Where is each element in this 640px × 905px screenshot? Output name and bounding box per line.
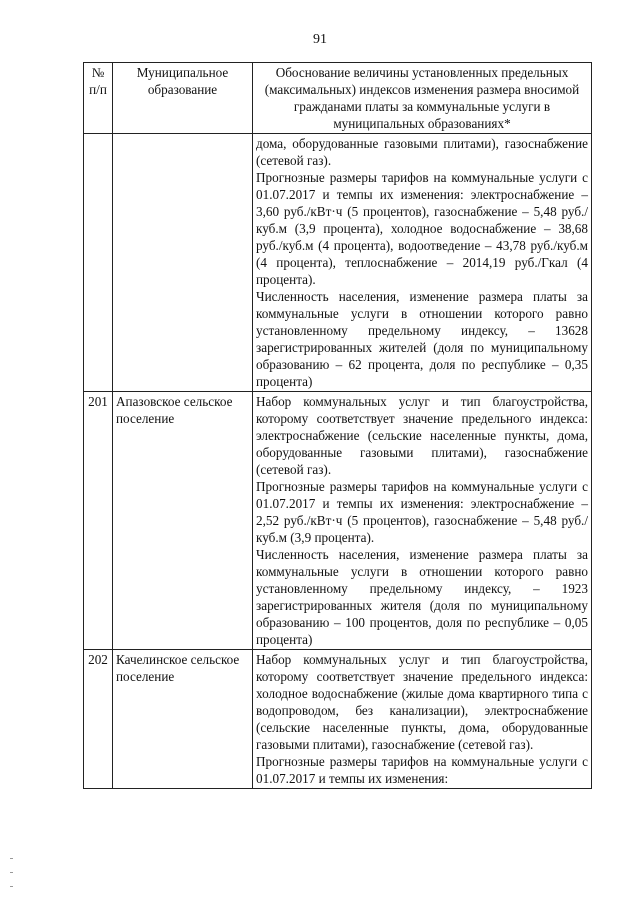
justification-paragraph: Прогнозные размеры тарифов на коммунальные услуги с 01.07.2017 и темпы их изменения: электроснабжение – 3,60 руб./кВт·ч (5 процентов), газоснабжение – 5,48 руб./куб.м (3,9 процента), холодное водоснабжение – 38,68 руб./куб.м (4 процента), водоотведение – 43,78 руб./куб.м (4 процента), теплоснабжение – 2014,19 руб./Гкал (4 процента).: [256, 170, 588, 287]
row-municipality: Качелинское сельское поселение: [113, 650, 253, 789]
header-justification: Обоснование величины установленных предельных (максимальных) индексов изменения размера вносимой гражданами платы за коммунальные услуги в муниципальных образованиях*: [253, 63, 592, 134]
justification-paragraph: Прогнозные размеры тарифов на коммунальные услуги с 01.07.2017 и темпы их изменения:: [256, 754, 588, 786]
table-row: [84, 392, 592, 650]
row-number: [84, 134, 113, 392]
justification-paragraph: Численность населения, изменение размера платы за коммунальные услуги в отношении которого равно установленному предельному индексу, – 13628 зарегистрированных жителей (доля по муниципальному образованию – 62 процента, доля по республике – 0,35 процента): [256, 289, 588, 389]
tariff-justification-table: [83, 62, 592, 789]
header-municipality: Муниципальное образование: [113, 63, 253, 134]
table-row: [84, 650, 592, 789]
justification-paragraph: дома, оборудованные газовыми плитами), газоснабжение (сетевой газ).: [256, 136, 588, 168]
row-justification: [253, 392, 592, 650]
row-justification: [253, 650, 592, 789]
page-number: 91: [313, 32, 327, 47]
table-row: [84, 134, 592, 392]
row-number: 202: [84, 650, 113, 789]
justification-paragraph: Набор коммунальных услуг и тип благоустройства, которому соответствует значение предельного индекса: холодное водоснабжение (жилые дома квартирного типа с водопроводом, без канализации), электроснабжение (сельские населенные пункты, дома, оборудованные газовыми плитами), газоснабжение (сетевой газ).: [256, 652, 588, 752]
row-municipality: [113, 134, 253, 392]
justification-paragraph: Численность населения, изменение размера платы за коммунальные услуги в отношении которого равно установленному предельному индексу, – 1923 зарегистрированных жителя (доля по муниципальному образованию – 100 процентов, доля по республике – 0,05 процента): [256, 547, 588, 647]
row-justification: [253, 134, 592, 392]
justification-paragraph: Набор коммунальных услуг и тип благоустройства, которому соответствует значение предельного индекса: электроснабжение (сельские населенные пункты, дома, оборудованные газовыми плитами), газоснабжение (сетевой газ).: [256, 394, 588, 477]
header-num: № п/п: [84, 63, 113, 134]
row-number: 201: [84, 392, 113, 650]
scan-margin-mark: [10, 886, 13, 887]
scan-margin-mark: [10, 858, 13, 859]
table-header-row: [84, 63, 592, 134]
justification-paragraph: Прогнозные размеры тарифов на коммунальные услуги с 01.07.2017 и темпы их изменения: электроснабжение – 2,52 руб./кВт·ч (5 процентов), газоснабжение – 5,48 руб./куб.м (3,9 процента).: [256, 479, 588, 545]
scan-margin-mark: [10, 872, 13, 873]
row-municipality: Апазовское сельское поселение: [113, 392, 253, 650]
